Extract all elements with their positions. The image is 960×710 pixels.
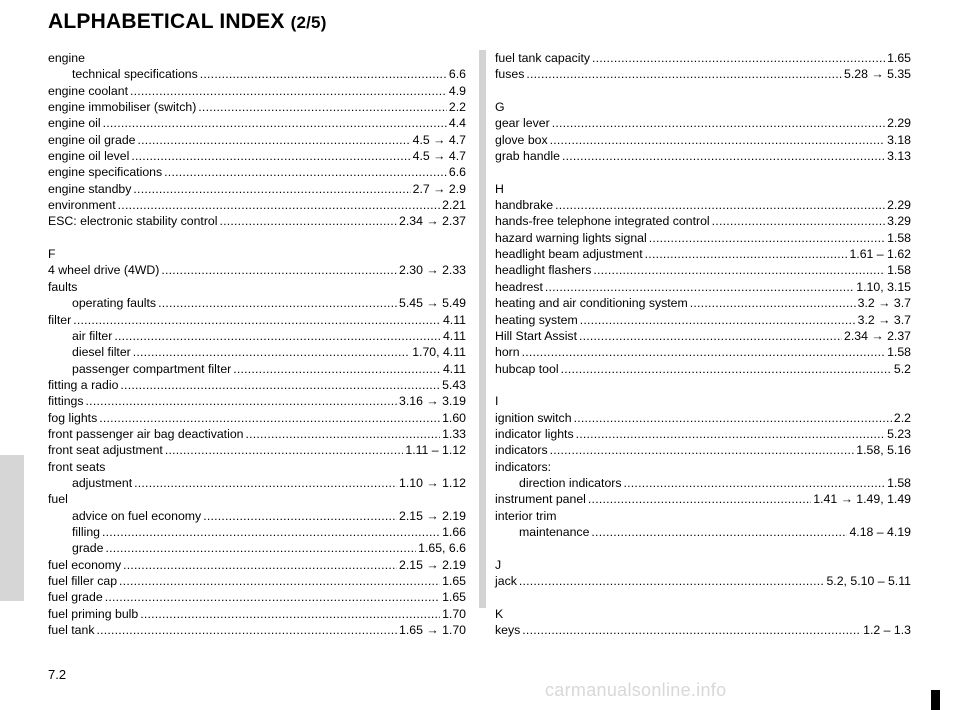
index-entry	[495, 622, 911, 638]
entry-term: direction indicators	[519, 475, 622, 490]
page-reference: 4.9	[448, 83, 466, 98]
entry-term: passenger compartment filter	[72, 361, 232, 376]
index-entry	[495, 148, 911, 164]
entry-term: fuel grade	[48, 590, 103, 605]
page-reference: 1.58	[887, 230, 911, 245]
spacer	[48, 230, 466, 246]
page-reference: 4.11	[442, 328, 466, 343]
leader-dots	[119, 573, 440, 589]
leader-dots	[133, 181, 410, 197]
index-entry	[48, 279, 466, 295]
entry-term: front seats	[48, 459, 106, 474]
entry-term: 4 wheel drive (4WD)	[48, 263, 160, 278]
index-entry	[495, 246, 911, 262]
entry-term: headlight flashers	[495, 263, 592, 278]
leader-dots	[133, 344, 410, 360]
index-entry	[495, 262, 911, 278]
index-entry	[495, 115, 911, 131]
leader-dots	[102, 524, 440, 540]
entry-term: headrest	[495, 279, 543, 294]
entry-term: front seat adjustment	[48, 443, 163, 458]
index-letter-heading	[495, 181, 911, 197]
index-entry	[48, 50, 466, 66]
index-entry	[48, 491, 466, 507]
page-reference: 6.6	[448, 67, 466, 82]
index-entry	[48, 197, 466, 213]
letter-heading-text: H	[495, 181, 504, 196]
spacer	[495, 589, 911, 605]
index-entry	[48, 181, 466, 197]
index-entry	[495, 442, 911, 458]
index-entry	[48, 557, 466, 573]
page-reference: 5.28 → 5.35	[844, 67, 911, 82]
leader-dots	[161, 262, 397, 278]
spacer	[495, 540, 911, 556]
index-subentry	[48, 524, 466, 540]
index-entry	[48, 115, 466, 131]
index-subentry	[495, 524, 911, 540]
letter-heading-text: K	[495, 606, 504, 621]
leader-dots	[103, 115, 447, 131]
entry-term: ignition switch	[495, 410, 572, 425]
leader-dots	[120, 377, 440, 393]
index-entry	[48, 148, 466, 164]
entry-term: air filter	[72, 328, 113, 343]
page-number: 7.2	[48, 667, 67, 682]
entry-term: engine coolant	[48, 83, 128, 98]
entry-term: engine oil level	[48, 149, 130, 164]
page-reference: 1.2 – 1.3	[863, 623, 911, 638]
page-reference: 1.65, 6.6	[418, 541, 466, 556]
page-reference: 2.34 → 2.37	[844, 328, 911, 343]
leader-dots	[574, 410, 892, 426]
entry-term: ESC: electronic stability control	[48, 214, 218, 229]
index-entry	[495, 361, 911, 377]
entry-term: Hill Start Assist	[495, 328, 577, 343]
page-reference: 1.33	[442, 426, 466, 441]
entry-term: gear lever	[495, 116, 550, 131]
entry-term: engine immobiliser (switch)	[48, 100, 197, 115]
leader-dots	[555, 197, 885, 213]
page-reference: 2.2	[893, 410, 911, 425]
leader-dots	[246, 426, 441, 442]
leader-dots	[114, 328, 441, 344]
index-entry	[48, 377, 466, 393]
index-entry	[495, 197, 911, 213]
index-entry	[48, 393, 466, 409]
page-reference: 1.60	[442, 410, 466, 425]
page-title	[48, 10, 327, 34]
entry-term: filling	[72, 524, 101, 539]
page-reference: 1.66	[442, 524, 466, 539]
index-entry	[48, 99, 466, 115]
entry-term: keys	[495, 623, 521, 638]
index-entry	[495, 50, 911, 66]
index-entry	[495, 410, 911, 426]
index-entry	[48, 132, 466, 148]
page-reference: 1.70, 4.11	[412, 345, 466, 360]
page-reference: 3.2 → 3.7	[857, 312, 911, 327]
page-reference: 5.2, 5.10 – 5.11	[826, 574, 911, 588]
page-reference: 1.65	[442, 574, 466, 588]
entry-term: fittings	[48, 394, 84, 409]
entry-term: fuel	[48, 492, 68, 507]
page-reference: 4.5 → 4.7	[412, 132, 466, 147]
index-subentry	[48, 508, 466, 524]
page-reference: 3.18	[887, 132, 911, 147]
entry-term: hands-free telephone integrated control	[495, 214, 710, 229]
leader-dots	[165, 442, 404, 458]
entry-term: fitting a radio	[48, 377, 119, 392]
leader-dots	[118, 197, 440, 213]
index-subentry	[48, 344, 466, 360]
page-reference: 1.58	[887, 345, 911, 360]
leader-dots	[588, 491, 811, 507]
leader-dots	[591, 524, 847, 540]
page-reference: 2.29	[887, 198, 911, 213]
page-reference: 1.10 → 1.12	[399, 475, 466, 490]
leader-dots	[164, 164, 447, 180]
leader-dots	[562, 148, 885, 164]
page-reference: 3.13	[887, 149, 911, 164]
entry-term: grab handle	[495, 149, 560, 164]
leader-dots	[645, 246, 848, 262]
leader-dots	[519, 573, 825, 589]
page-reference: 2.2	[448, 100, 466, 115]
leader-dots	[624, 475, 886, 491]
index-entry	[495, 459, 911, 475]
leader-dots	[158, 295, 397, 311]
index-entry	[495, 344, 911, 360]
leader-dots	[233, 361, 441, 377]
spacer	[495, 83, 911, 99]
page-reference: 1.58, 5.16	[856, 443, 911, 458]
leader-dots	[561, 361, 892, 377]
chapter-tab	[0, 455, 24, 601]
page-reference: 4.11	[442, 361, 466, 376]
page-reference: 4.5 → 4.7	[412, 149, 466, 164]
index-letter-heading	[495, 393, 911, 409]
page-reference: 3.2 → 3.7	[857, 296, 911, 311]
page-reference: 2.7 → 2.9	[412, 181, 466, 196]
index-subentry	[495, 475, 911, 491]
page-reference: 1.10, 3.15	[856, 279, 911, 294]
entry-term: engine standby	[48, 181, 132, 196]
leader-dots	[649, 230, 885, 246]
page-reference: 2.21	[442, 198, 466, 213]
entry-term: operating faults	[72, 296, 157, 311]
leader-dots	[97, 622, 398, 638]
entry-term: fog lights	[48, 410, 98, 425]
page-reference: 4.11	[442, 312, 466, 327]
leader-dots	[105, 589, 440, 605]
entry-term: grade	[72, 541, 104, 556]
leader-dots	[712, 213, 885, 229]
leader-dots	[593, 262, 885, 278]
entry-term: instrument panel	[495, 492, 586, 507]
page-reference: 2.34 → 2.37	[399, 214, 466, 229]
spacer	[495, 377, 911, 393]
entry-term: engine oil	[48, 116, 101, 131]
page-reference: 5.2	[893, 361, 911, 376]
entry-term: maintenance	[519, 524, 590, 539]
index-entry	[48, 622, 466, 638]
index-entry	[495, 491, 911, 507]
entry-term: engine specifications	[48, 165, 163, 180]
page-title-part: (2/5)	[290, 13, 327, 32]
index-entry	[495, 66, 911, 82]
index-entry	[48, 312, 466, 328]
leader-dots	[552, 115, 885, 131]
index-entry	[48, 410, 466, 426]
entry-term: front passenger air bag deactivation	[48, 426, 244, 441]
entry-term: hubcap tool	[495, 361, 559, 376]
index-entry	[495, 573, 911, 589]
index-entry	[495, 426, 911, 442]
leader-dots	[200, 66, 447, 82]
index-column-right	[495, 50, 911, 638]
entry-term: glove box	[495, 132, 548, 147]
leader-dots	[73, 312, 441, 328]
entry-term: engine	[48, 51, 85, 65]
page-reference: 1.58	[887, 263, 911, 278]
index-entry	[48, 459, 466, 475]
entry-term: technical specifications	[72, 67, 198, 82]
entry-term: fuel economy	[48, 557, 122, 572]
entry-term: advice on fuel economy	[72, 508, 202, 523]
spacer	[495, 164, 911, 180]
index-subentry	[48, 540, 466, 556]
leader-dots	[138, 132, 411, 148]
index-entry	[48, 589, 466, 605]
index-letter-heading	[495, 606, 911, 622]
index-entry	[495, 328, 911, 344]
page-reference: 2.15 → 2.19	[399, 508, 466, 523]
index-entry	[48, 213, 466, 229]
page-reference: 1.65	[887, 51, 911, 65]
page-reference: 4.4	[448, 116, 466, 131]
leader-dots	[220, 213, 398, 229]
index-subentry	[48, 328, 466, 344]
entry-term: adjustment	[72, 475, 133, 490]
entry-term: hazard warning lights signal	[495, 230, 647, 245]
index-entry	[495, 230, 911, 246]
entry-term: fuel priming bulb	[48, 606, 139, 621]
leader-dots	[579, 328, 842, 344]
entry-term: engine oil grade	[48, 132, 136, 147]
page-reference: 6.6	[448, 165, 466, 180]
entry-term: interior trim	[495, 508, 557, 523]
leader-dots	[545, 279, 854, 295]
page-reference: 4.18 – 4.19	[849, 524, 911, 539]
letter-heading-text: J	[495, 557, 502, 572]
index-entry	[495, 508, 911, 524]
entry-term: fuel tank	[48, 623, 95, 638]
page-reference: 1.11 – 1.12	[405, 443, 466, 458]
index-entry	[48, 262, 466, 278]
index-column-left	[48, 50, 466, 638]
entry-term: faults	[48, 279, 78, 294]
page-reference: 3.29	[887, 214, 911, 229]
page-corner-marker	[931, 690, 940, 710]
index-entry	[48, 442, 466, 458]
index-letter-heading	[495, 557, 911, 573]
page-reference: 1.65	[442, 590, 466, 605]
index-entry	[495, 132, 911, 148]
index-entry	[48, 426, 466, 442]
entry-term: jack	[495, 574, 517, 588]
entry-term: fuel tank capacity	[495, 51, 591, 65]
entry-term: heating system	[495, 312, 578, 327]
entry-term: indicator lights	[495, 426, 574, 441]
entry-term: environment	[48, 198, 116, 213]
page-reference: 1.70	[442, 606, 466, 621]
leader-dots	[134, 475, 397, 491]
leader-dots	[130, 83, 447, 99]
leader-dots	[550, 442, 855, 458]
page-reference: 1.41 → 1.49, 1.49	[813, 492, 911, 507]
entry-term: horn	[495, 345, 520, 360]
page-reference: 2.15 → 2.19	[399, 557, 466, 572]
page-reference: 1.58	[887, 475, 911, 490]
page-reference: 1.61 – 1.62	[849, 247, 911, 262]
leader-dots	[522, 344, 885, 360]
page-reference: 2.30 → 2.33	[399, 263, 466, 278]
entry-term: indicators	[495, 443, 548, 458]
index-entry	[495, 213, 911, 229]
page-reference: 5.43	[442, 377, 466, 392]
leader-dots	[576, 426, 885, 442]
entry-term: filter	[48, 312, 72, 327]
index-entry	[48, 573, 466, 589]
leader-dots	[526, 66, 842, 82]
letter-heading-text: I	[495, 394, 499, 409]
leader-dots	[522, 622, 861, 638]
watermark: carmanualsonline.info	[545, 680, 727, 700]
leader-dots	[550, 132, 885, 148]
column-divider	[479, 50, 486, 608]
index-entry	[495, 312, 911, 328]
leader-dots	[86, 393, 397, 409]
index-entry	[48, 83, 466, 99]
index-subentry	[48, 361, 466, 377]
leader-dots	[99, 410, 440, 426]
leader-dots	[592, 50, 885, 66]
leader-dots	[580, 312, 856, 328]
leader-dots	[131, 148, 410, 164]
entry-term: diesel filter	[72, 345, 131, 360]
index-entry	[495, 295, 911, 311]
index-letter-heading	[495, 99, 911, 115]
entry-term: fuses	[495, 67, 525, 82]
entry-term: headlight beam adjustment	[495, 247, 643, 262]
letter-heading-text: F	[48, 247, 56, 262]
index-subentry	[48, 475, 466, 491]
leader-dots	[140, 606, 440, 622]
page-reference: 5.23	[887, 426, 911, 441]
letter-heading-text: G	[495, 100, 505, 115]
entry-term: indicators:	[495, 459, 552, 474]
entry-term: heating and air conditioning system	[495, 296, 688, 311]
leader-dots	[690, 295, 856, 311]
page-reference: 3.16 → 3.19	[399, 394, 466, 409]
leader-dots	[203, 508, 397, 524]
leader-dots	[105, 540, 416, 556]
leader-dots	[198, 99, 447, 115]
index-entry	[48, 606, 466, 622]
index-subentry	[48, 66, 466, 82]
index-entry	[48, 164, 466, 180]
entry-term: fuel filler cap	[48, 574, 118, 588]
index-entry	[495, 279, 911, 295]
index-subentry	[48, 295, 466, 311]
leader-dots	[123, 557, 397, 573]
page-title-text: ALPHABETICAL INDEX	[48, 10, 285, 33]
page-reference: 1.65 → 1.70	[399, 623, 466, 638]
entry-term: handbrake	[495, 198, 554, 213]
index-letter-heading	[48, 246, 466, 262]
page-reference: 2.29	[887, 116, 911, 131]
page-reference: 5.45 → 5.49	[399, 296, 466, 311]
